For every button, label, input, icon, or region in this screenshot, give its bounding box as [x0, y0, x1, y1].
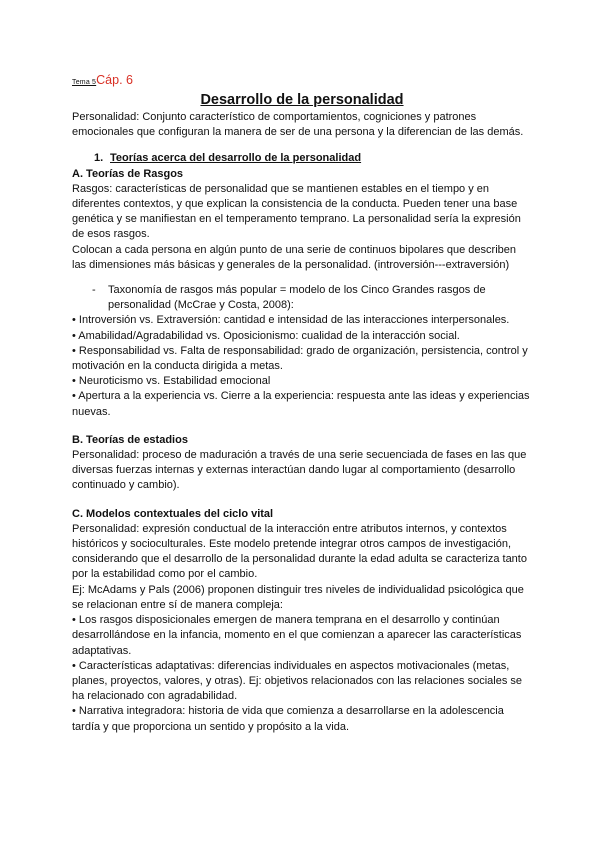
- section-1-title: Teorías acerca del desarrollo de la personalidad: [110, 152, 362, 165]
- section-c-paragraph-2: Ej: McAdams y Pals (2006) proponen distinguir tres niveles de individualidad psicológica que se relacionan entre sí de manera compleja:: [72, 583, 524, 611]
- tema-label: Tema 5: [72, 79, 97, 86]
- section-1-number: 1.: [94, 152, 104, 165]
- section-c-heading: C. Modelos contextuales del ciclo vital: [72, 507, 274, 520]
- spacer: [72, 494, 532, 507]
- dash-list-item: [72, 283, 532, 313]
- chapter-label: Cáp. 6: [96, 73, 133, 87]
- bullet-item: • Características adaptativas: diferencias individuales en aspectos motivacionales (metas, planes, proyectos, valores, y otras). Ej: objetivos relacionados con las relaciones sociales se ha relacionado con agradabilidad.: [72, 659, 523, 703]
- section-a-paragraph-2: Colocan a cada persona en algún punto de una serie de continuos bipolares que describen las dimensiones más básicas y generales de la personalidad. (introversión---extraversión): [72, 243, 516, 271]
- section-1-heading: [72, 151, 532, 166]
- spacer: [72, 420, 532, 433]
- document-page: [72, 72, 532, 735]
- dash-item-text: Taxonomía de rasgos más popular = modelo de los Cinco Grandes rasgos de personalidad (McCrae y Costa, 2008):: [108, 284, 486, 312]
- bullet-item: • Narrativa integradora: historia de vida que comienza a desarrollarse en la adolescencia tardía y que proporciona un sentido y propósito a la vida.: [72, 705, 504, 733]
- bullet-item: • Los rasgos disposicionales emergen de manera temprana en el desarrollo y continúan desarrollándose en la infancia, momento en el que comienzan a aparecer las características adaptativas.: [72, 614, 522, 657]
- section-b-paragraph: Personalidad: proceso de maduración a través de una serie secuenciada de fases en las que diversas fuerzas internas y externas interactúan dando lugar al comportamiento (desarrollo continuado y cambio).: [72, 449, 527, 492]
- section-c-paragraph-1: Personalidad: expresión conductual de la interacción entre atributos internos, y contextos históricos y socioculturales. Este modelo pretende integrar otros campos de investigación, considerando que el desarrollo de la personalidad durante la edad adulta se caracteriza tanto por la estabilidad como por el cambio.: [72, 522, 527, 581]
- bullet-item: • Neuroticismo vs. Estabilidad emocional: [72, 375, 271, 388]
- section-a-paragraph-1: Rasgos: características de personalidad que se mantienen estables en el tiempo y en diferentes contextos, y que explican la consistencia de la conducta. Pueden tener una base genética y se manifiestan en el temperamento temprano. La personalidad sería la expresión de esos rasgos.: [72, 182, 521, 241]
- bullet-item: • Responsabilidad vs. Falta de responsabilidad: grado de organización, persistencia, control y motivación en la conducta dirigida a metas.: [72, 344, 528, 373]
- topic-line: [72, 72, 532, 88]
- bullet-item: • Apertura a la experiencia vs. Cierre a la experiencia: respuesta ante las ideas y experiencias nuevas.: [72, 390, 530, 418]
- section-b-heading: B. Teorías de estadios: [72, 433, 188, 446]
- bullet-item: • Amabilidad/Agradabilidad vs. Oposicionismo: cualidad de la interacción social.: [72, 329, 460, 342]
- section-a-heading: A. Teorías de Rasgos: [72, 167, 184, 180]
- dash-marker: -: [92, 284, 96, 297]
- page-title: Desarrollo de la personalidad: [200, 92, 404, 108]
- intro-paragraph: Personalidad: Conjunto característico de comportamientos, cogniciones y patrones emocionales que configuran la manera de ser de una persona y la diferencian de las demás.: [72, 111, 524, 139]
- bullet-item: • Introversión vs. Extraversión: cantidad e intensidad de las interacciones interpersonales.: [72, 314, 510, 327]
